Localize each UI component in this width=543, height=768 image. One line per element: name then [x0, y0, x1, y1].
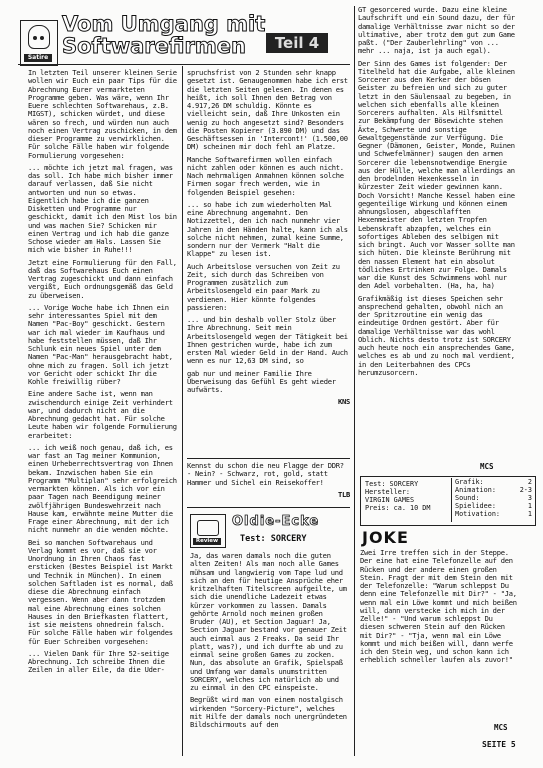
rating-value: 1 — [527, 510, 532, 518]
paragraph: Der Sinn des Games ist folgender: Der Titelheld hat die Aufgabe, alle kleinen Sorcerer aus den Kerker der bösen Geister zu befreien und sich zu guter letzt in den Säulensaal zu begeben, in welchen sich ebenfalls alle kleinen Sorcerers aufhalten. Als Hilfsmittel zur Bekämpfung der Bösewichte stehen Äxte, Schwerte und sonstige Gewaltgegenstände zur Verfügung. Die Gegner (Dämonen, Geister, Monde, Ruinen und Schwefelmänner) saugen den armen Sorcerer die lebensnotwendige Energie aus der Hülle, welche man allerdings an den brodelnden Hexenkesseln in kürzester Zeit wieder gewinnen kann. Doch Vorsicht! Manche Kessel haben eine gegenteilige Wirkung und können einem ahnungslosen, abgeschlafften Hexenmeister den letzten Tropfen Lebenskraft abzapfen, welches ein sofortiges Ableben des selbigen mit sich bringt. Auch vor Wasser sollte man sich hüten. Die kleinste Berührung mit den nassen Element hat ein absolut tödliches Ertrinken zur Folge. Damals war die Kunst des Schwimmens wohl nur den Adel vorbehalten. (Ha, ha, ha) — [358, 58, 515, 291]
rating-row — [455, 510, 535, 518]
info-label: VIRGIN GAMES — [365, 496, 415, 504]
paragraph: ... Vorige Woche habe ich Ihnen ein sehr interessantes Spiel mit dem Namen "Pac-Boy" geschickt. Gestern war ich mal wieder im Kaufhaus und habe feststellen müssen, daß Ihr Schlunk ein neues Spiel unter dem Namen "Pac-Man" herausgebracht habt, ohne mich zu fragen. Soll ich jetzt vor Gericht oder schickt Ihr die Kohle freiwillig rüber? — [28, 302, 173, 386]
paragraph: Ja, das waren damals noch die guten alten Zeiten! Als man noch alle Games mühsam und langwierig vom Tape lud und sich an den für heutige Ansprüche eher kritzelhaften Titelscreen aufgeilte, um sich die unendliche Ladezeit etwas kürzer vorkommen zu lassen. Damals gehörte Arnold noch meinen großen Bruder (AU), et Section Jaguar! Ja, Section Jaguar bestand vor genauer Zeit auch einmal aus 2 Freaks. Da seid Ihr platt, was?), und ich durfte ab und zu einmal seine großen Games zu zocken. Nun, das absolute an Grafik, Spielspaß und Umfang war damals unumstritten SORCERY, welches ich natürlich ab und zu einmal in den CPC einspeiste. — [190, 551, 347, 692]
skull-icon — [28, 25, 50, 49]
rating-value: 3 — [527, 494, 532, 502]
paragraph: Eine andere Sache ist, wenn man zwischendurch einige Zeit verhindert war, und dadurch nicht an die Abrechnung gedacht hat. Für solche Leute haben wir folgende Formulierung erarbeitet: — [28, 389, 177, 440]
rating-label: Motivation: — [455, 510, 501, 518]
rating-label: Grafik: — [455, 478, 484, 486]
eye-right — [40, 36, 44, 40]
column-divider-1 — [182, 66, 183, 756]
rating-row — [455, 478, 535, 486]
paragraph: ... ich weiß noch genau, daß ich, es war fast an Tag meiner Kommunion, einen Urheberrechtsvertrag von Ihnen bekam. Inzwischen haben Sie ein Programm "Multiplan" sehr erfolgreich vermarkten können. Als ich vor ein paar Tagen nach Beendigung meiner zwölfjährigen Bundeswehrzeit nach Hause kam, erwähnte meine Mutter die Frage einer Abrechnung, mit der ich nicht nunmehr an die wenden möchte. — [28, 442, 177, 535]
ad-text: Kennst du schon die neu Flagge der DDR? - Nein? - Schwarz, rot, gold, statt Hammer und Sichel ein Reisekoffer! — [187, 461, 344, 487]
satire-logo — [20, 20, 58, 66]
paragraph: Grafikmäßig ist dieses Speichen sehr ansprechend gehalten, obwohl nich an der Spritzroutine ein wenig das eindeutige Ordnen gestört. Aber für damalige Verhältnisse war das wohl Oblich. Nichts desto trotz ist SORCERY auch heute noch ein ansprechendes Game, welches es ab und zu noch mal verdient, in den Leiterbahnen des CPCs herumzusorcern. — [358, 293, 515, 377]
ad-rule-bottom — [187, 507, 350, 508]
rating-label: Sound: — [455, 494, 480, 502]
ad-rule-top — [187, 458, 350, 459]
oldie-title: Oldie-Ecke — [232, 514, 320, 529]
rating-value: 2 — [527, 478, 532, 486]
info-label: Hersteller: — [365, 488, 411, 496]
rating-label: Spielidee: — [455, 502, 496, 510]
info-label: Preis: ca. 10 DM — [365, 504, 431, 512]
joke-text-block — [360, 549, 520, 669]
rating-label: Animation: — [455, 486, 496, 494]
paragraph: ... und bin deshalb voller Stolz über Ihre Abrechnung. Seit mein Arbeitslosengeld wegen der Tätigkeit bei Ihnen gestrichen wurde, habe ich zum ersten Mal wieder Geld in der Hand. Auch wenn es nur 12,63 DM sind, so — [187, 315, 348, 366]
paragraph: Auch Arbeitslose versuchen von Zeit zu Zeit, sich durch das Schreiben von Programmen zusätzlich zum Arbeitslosengeld ein paar Mark zu verdienen. Hier könnte folgendes passieren: — [187, 261, 340, 312]
column-2 — [187, 69, 350, 407]
part-badge: Teil 4 — [266, 33, 328, 53]
title-line-1: Vom Umgang mit — [62, 12, 266, 36]
paragraph: ... möchte ich jetzt mal fragen, was das soll. Ich habe mich bisher immer darauf verlassen, daß Sie nicht antworten und nun so etwas. Eigentlich habe ich die ganzen Disketten und Programme nur geschickt, damit ich den Mist los bin und was machen Sie? Schicken mir einen Vertrag und ich hab die ganze Schose wieder am Hals. Lassen Sie mich wie bisher in Ruhe!!! — [28, 162, 177, 255]
header-rule — [18, 64, 350, 65]
joke-title: JOKE — [362, 528, 409, 547]
rating-list — [451, 478, 535, 522]
game-info-left — [365, 480, 430, 512]
joke-text: Zwei Irre treffen sich in der Steppe. Der eine hat eine Telefonzelle auf den Rücken und der andere einen großen Stein. Fragt der mit dem Stein den mit der Telefonzelle: "Warum schleppst Du denn eine Telefonzelle mit Dir?" - "Ja, wenn mal ein Löwe kommt und mich beißen will, dann verstecke ich mich in der Zelle!" - "Und warum schleppst Du diesen schweren Stein auf den Rücken mit Dir?" - "Tja, wenn mal ein Löwe kommt und mich beißen will, dann werfe ich den Stein weg, und schon kann ich erheblich schneller laufen als zuvor!" — [360, 548, 517, 665]
page-number: SEITE 5 — [482, 740, 516, 749]
rating-value: 2-3 — [519, 486, 532, 494]
signature-mcs-1: MCS — [480, 462, 494, 471]
rating-row — [455, 486, 535, 494]
ad-box — [187, 462, 350, 499]
paragraph: ... so habe ich zum wiederholten Mal eine Abrechnung angemahnt. Den Notizzettel, den ich nach nunmehr vier Jahren in den Händen halte, kann ich als solche nicht nehmen, zumal keine Summe, sondern nur der Vermerk "Halt die Klappe" zu lesen ist. — [187, 199, 348, 259]
paragraph: Jetzt eine Formulierung für den Fall, daß das Softwarehaus Euch einen Vertrag zugeschickt und dann einfach vergißt, Euch ordnungsgemäß das Geld zu überweisen. — [28, 257, 177, 300]
paragraph: GT gesorcered wurde. Dazu eine kleine Laufschrift und ein Sound dazu, der für damalige Verhältnisse zwar nicht so der ultimative, aber trotz dem gut zum Game paßt. ("Der Zauberlehrling" von ... mehr ... naja, ist ja auch egal). — [358, 5, 515, 56]
signature-mcs-2: MCS — [494, 723, 508, 732]
paragraph: spruchsfrist von 2 Stunden sehr knapp gesetzt ist. Genaugenommen habe ich erst die letzten Seiten gelesen. In denen es heißt, ich soll Ihnen den Betrag von 4.917,26 DM schuldig. Könnte es vielleicht sein, daß Ihre Unkosten ein wenig zu hoch angesetzt sind? Besonders die Posten Kopierer (3.890 DM) und das Geschäftsessen in 'Intercont!' (1.500,00 DM) scheinen mir doch fehl am Platze. — [187, 68, 348, 152]
rating-row — [455, 494, 535, 502]
column-1 — [28, 69, 178, 679]
paragraph: Bei so manchen Softwarehaus und Verlag kommt es vor, daß sie vor Unordnung in Ihren Chaos fast ersticken (Bestes Beispiel ist Markt und Technik in München). In einem solchen Saftladen ist es normal, daß diese die Abrechnung einfach vergessen. Wenn aber dann trotzdem mal eine Abrechnung eines solchen Hauses in den Briefkasten flattert, ist sie meistens ohnedrein falsch. Für solche Fälle haben wir folgendes für Euer Schreiben vorgesehen: — [28, 537, 173, 646]
paragraph: In letzten Teil unserer kleinen Serie wollen wir Euch ein paar Tips für die Abrechnung Eurer vermarkteten Programme geben. Was wäre, wenn Ihr Euere schlechten Softwarehaus, z.B. MIGST), schicken würdet, und diese wären so frech, und würden nun auch noch einen Vertrag zuschicken, in dem dieser Programme zu verwirklichen. Für solche Fälle haben wir folgende Formulierung vorgesehen: — [28, 68, 177, 160]
info-label: Test: SORCERY — [365, 480, 419, 488]
oldie-subtitle: Test: SORCERY — [240, 534, 307, 544]
column-3 — [358, 6, 518, 381]
rating-row — [455, 502, 535, 510]
computer-icon — [197, 520, 219, 536]
signature-tlb: TLB — [337, 489, 350, 499]
eye-left — [33, 36, 37, 40]
paragraph: Manche Softwarefirmen wollen einfach nicht zahlen oder können es auch nicht. Nach mehrmaligen Anmahnen können solche Firmen sogar frech werden, wie in folgenden Beispiel gesehen: — [187, 154, 344, 197]
review-logo — [190, 514, 226, 548]
column-divider-2 — [354, 6, 355, 756]
logo-tag: Satire — [24, 54, 52, 62]
paragraph: ... Vielen Dank für Ihre 52-seitige Abrechnung. Ich schreibe Ihnen die Zeilen in aller Eile, da die Uder- — [28, 648, 169, 675]
article-title — [62, 13, 265, 57]
title-line-2: Softwarefirmen — [62, 34, 246, 58]
paragraph: Begrüßt wird man von einem nostalgisch wirkenden "Sorcery-Picture", welches mit Hilfe der damals noch unergründeten Bildschirmouts auf den — [190, 695, 347, 729]
signature-kns: KNS — [337, 397, 350, 407]
review-tag: Review — [193, 538, 221, 545]
rating-value: 1 — [527, 502, 532, 510]
oldie-text — [190, 552, 350, 733]
game-info-box — [360, 476, 536, 526]
paragraph: gab nur und meiner Familie Ihre Überweisung das Gefühl Es geht wieder aufwärts. — [187, 368, 336, 394]
